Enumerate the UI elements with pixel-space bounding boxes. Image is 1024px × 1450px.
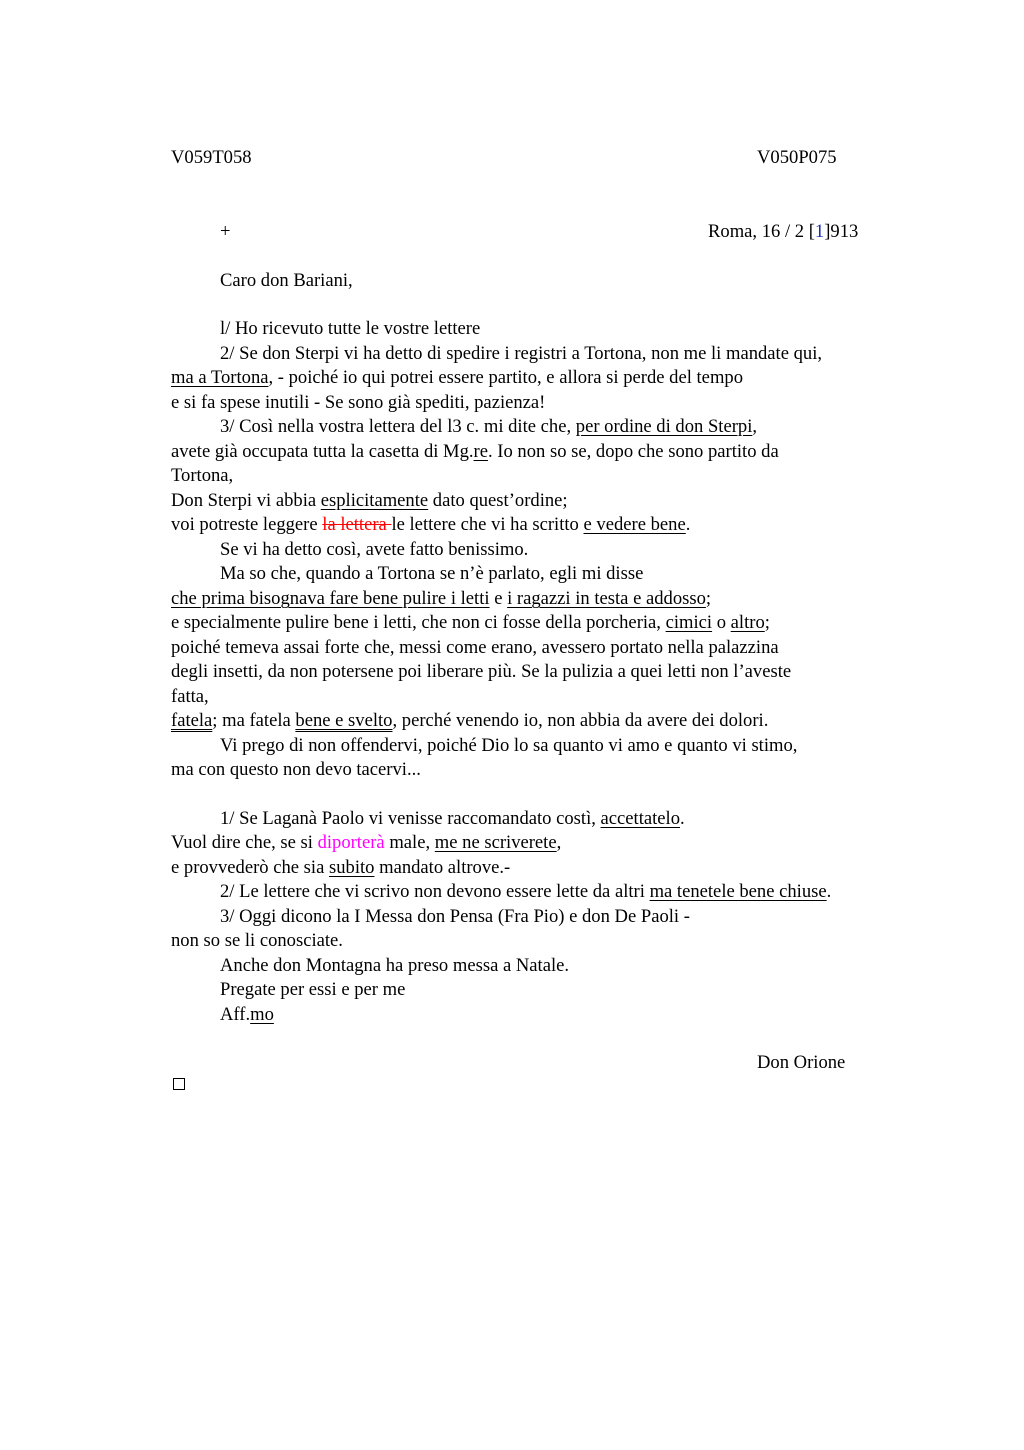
header-left-code: V059T058 [171, 147, 252, 168]
text-line: 2/ Se don Sterpi vi ha detto di spedire i registri a Tortona, non me li mandate qui, [220, 343, 823, 364]
text-line: ma a Tortona, - poiché io qui potrei essere partito, e allora si perde del tempo [171, 367, 743, 388]
text-line: l/ Ho ricevuto tutte le vostre lettere [220, 318, 481, 339]
text-line: non so se li conosciate. [171, 930, 343, 951]
date-bracket-digit: 1 [814, 221, 825, 242]
text-line: Vi prego di non offendervi, poiché Dio lo sa quanto vi amo e quanto vi stimo, [220, 735, 798, 756]
text-line: Don Sterpi vi abbia esplicitamente dato quest’ordine; [171, 490, 568, 511]
text-line: Ma so che, quando a Tortona se n’è parlato, egli mi disse [220, 563, 644, 584]
text-line: e si fa spese inutili - Se sono già spediti, pazienza! [171, 392, 546, 413]
text-line: Pregate per essi e per me [220, 979, 406, 1000]
signature: Don Orione [757, 1052, 846, 1073]
text-line: Se vi ha detto così, avete fatto benissimo. [220, 539, 529, 560]
end-box-icon [173, 1078, 185, 1090]
text-line: 2/ Le lettere che vi scrivo non devono essere lette da altri ma tenetele bene chiuse. [220, 881, 832, 902]
text-line: 3/ Così nella vostra lettera del l3 c. mi dite che, per ordine di don Sterpi, [220, 416, 758, 437]
text-line: 3/ Oggi dicono la I Messa don Pensa (Fra Pio) e don De Paoli - [220, 906, 690, 927]
text-line: 1/ Se Laganà Paolo vi venisse raccomandato costì, accettatelo. [220, 808, 685, 829]
text-line: fatta, [171, 686, 209, 707]
text-line: ma con questo non devo tacervi... [171, 759, 421, 780]
text-line: avete già occupata tutta la casetta di Mg.re. Io non so se, dopo che sono partito da [171, 441, 779, 462]
deleted-text: la lettera [322, 514, 392, 535]
text-line: Vuol dire che, se si diporterà male, me ne scriverete, [171, 832, 562, 853]
highlighted-word: diporterà [317, 832, 385, 853]
text-line: Anche don Montagna ha preso messa a Natale. [220, 955, 570, 976]
text-line: voi potreste leggere la lettera le lettere che vi ha scritto e vedere bene. [171, 514, 691, 535]
salutation: Caro don Bariani, [220, 270, 353, 291]
closing: Aff.mo [220, 1004, 274, 1025]
text-line: degli insetti, da non potersene poi liberare più. Se la pulizia a quei letti non l’aveste [171, 661, 792, 682]
text-line: poiché temeva assai forte che, messi come erano, avessero portato nella palazzina [171, 637, 779, 658]
date-line: Roma, 16 / 2 [1]913 [708, 221, 859, 242]
text-line: Tortona, [171, 465, 234, 486]
text-line: fatela; ma fatela bene e svelto, perché venendo io, non abbia da avere dei dolori. [171, 710, 769, 731]
text-line: e specialmente pulire bene i letti, che non ci fosse della porcheria, cimici o altro; [171, 612, 770, 633]
header-right-code: V050P075 [757, 147, 837, 168]
text-line: e provvederò che sia subito mandato altrove.- [171, 857, 511, 878]
cross-mark: + [220, 221, 231, 242]
text-line: che prima bisognava fare bene pulire i letti e i ragazzi in testa e addosso; [171, 588, 712, 609]
